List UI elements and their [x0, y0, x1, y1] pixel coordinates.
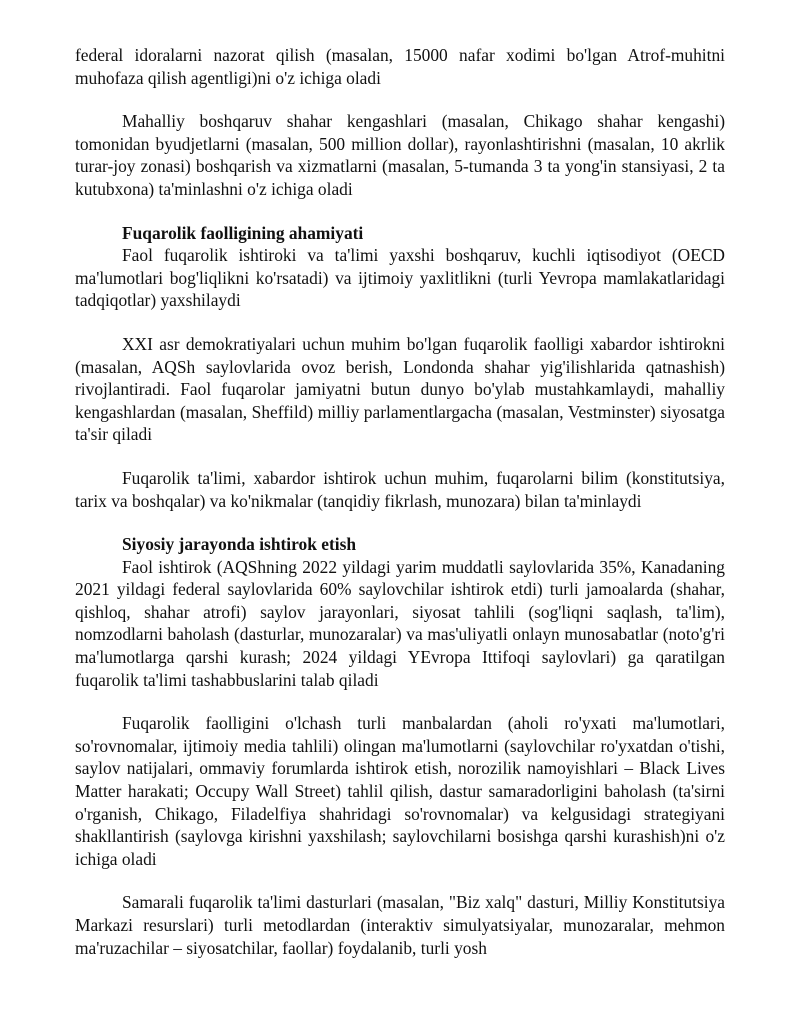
paragraph-turnout: Faol ishtirok (AQShning 2022 yildagi yarim muddatli saylovlarida 35%, Kanadaning 2021 yildagi federal saylovlarida 60% saylovchilar ishtirok etdi) turli jamoalarda (shahar, qishloq, shahar atrofi) saylov jarayonlari, siyosat tahlili (sog'liqni saqlash, ta'lim), nomzodlarni baholash (dasturlar, munozaralar) va mas'uliyatli onlayn munosabatlar (noto'g'ri ma'lumotlarga qarshi kurash; 2024 yildagi YEvropa Ittifoqi saylovlari) ga qaratilgan fuqarolik ta'limi tashabbuslarini talab qiladi — [75, 556, 725, 690]
document-page — [75, 44, 725, 959]
heading-civic-engagement-importance: Fuqarolik faolligining ahamiyati — [122, 222, 364, 243]
paragraph-21st-century-democracies: XXI asr demokratiyalari uchun muhim bo'lgan fuqarolik faolligi xabardor ishtirokni (masalan, AQSh saylovlarida ovoz berish, Londonda shahar yig'ilishlarida qatnashish) rivojlantiradi. Faol fuqarolar jamiyatni butun dunyo bo'ylab mustahkamlaydi, mahalliy kengashlardan (masalan, Sheffild) milliy parlamentlargacha (masalan, Vestminster) siyosatga ta'sir qiladi — [75, 333, 725, 445]
paragraph-effective-programs: Samarali fuqarolik ta'limi dasturlari (masalan, "Biz xalq" dasturi, Milliy Konstitutsiya Markazi resurslari) turli metodlardan (interaktiv simulyatsiyalar, munozaralar, mehmon ma'ruzachilar – siyosatchilar, faollar) foydalanib, turli yosh — [75, 892, 725, 958]
paragraph-measuring-engagement: Fuqarolik faolligini o'lchash turli manbalardan (aholi ro'yxati ma'lumotlari, so'rovnomalar, ijtimoiy media tahlili) olingan ma'lumotlarni (saylovchilar ro'yxatdan o'tishi, saylov natijalari, ommaviy forumlarda ishtirok etish, norozilik namoyishlari – Black Lives Matter harakati; Occupy Wall Street) tahlil qilish, dastur samaradorligini baholash (ta'sirni o'rganish, Chikago, Filadelfiya shahridagi so'rovnomalar) va kelgusidagi strategiyani shakllantirish (saylovga kirishni yaxshilash; saylovchilarni bosishga qarshi kurashish)ni o'z ichiga oladi — [75, 713, 725, 869]
paragraph-civic-education: Fuqarolik ta'limi, xabardor ishtirok uchun muhim, fuqarolarni bilim (konstitutsiya, tarix va boshqalar) va ko'nikmalar (tanqidiy fikrlash, munozara) bilan ta'minlaydi — [75, 467, 725, 511]
heading-political-process-participation: Siyosiy jarayonda ishtirok etish — [122, 534, 357, 555]
paragraph-active-participation: Faol fuqarolik ishtiroki va ta'limi yaxshi boshqaruv, kuchli iqtisodiyot (OECD ma'lumotlari bog'liqlikni ko'rsatadi) va ijtimoiy yaxlitlikni (turli Yevropa mamlakatlaridagi tadqiqotlar) yaxshilaydi — [75, 245, 725, 311]
paragraph-federal-agencies: federal idoralarni nazorat qilish (masalan, 15000 nafar xodimi bo'lgan Atrof-muhitni muhofaza qilish agentligi)ni o'z ichiga oladi — [75, 45, 725, 88]
paragraph-local-government: Mahalliy boshqaruv shahar kengashlari (masalan, Chikago shahar kengashi) tomonidan byudjetlarni (masalan, 500 million dollar), rayonlashtirishni (masalan, 10 akrlik turar-joy zonasi) boshqarish va xizmatlarni (masalan, 5-tumanda 3 ta yong'in stansiyasi, 2 ta kutubxona) ta'minlashni o'z ichiga oladi — [75, 111, 725, 199]
